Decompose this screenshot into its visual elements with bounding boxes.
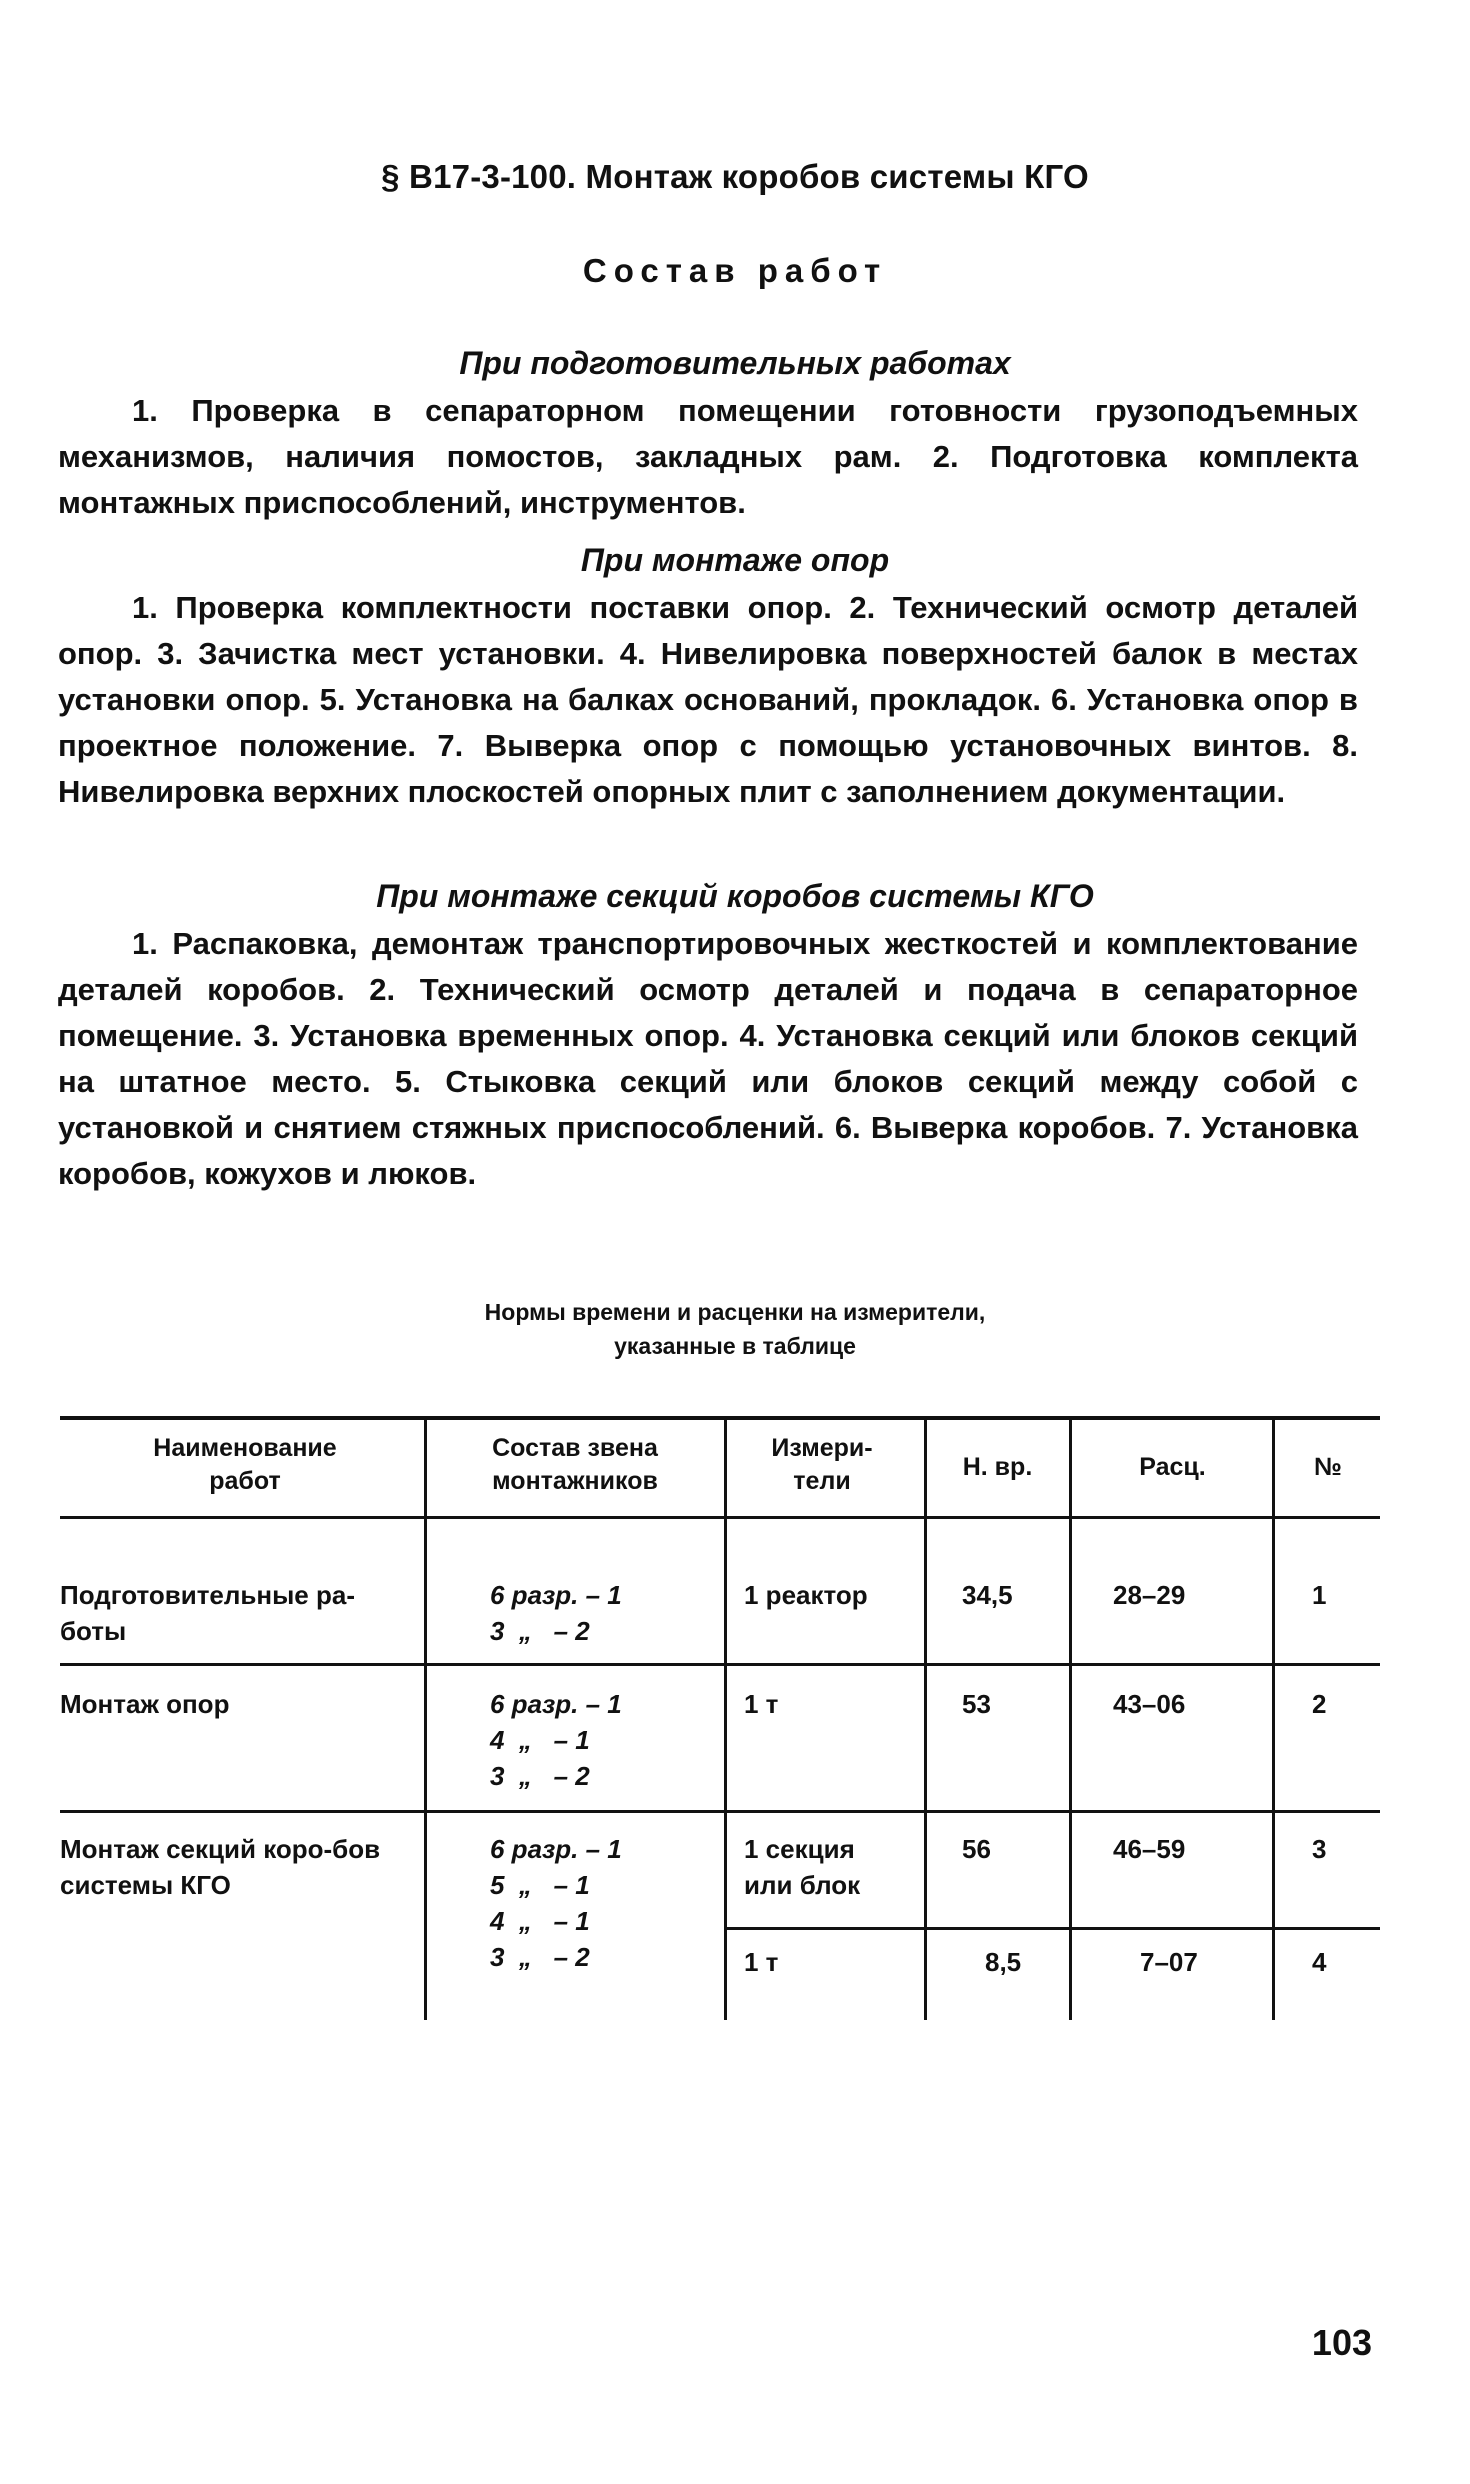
work-composition-heading: Состав работ bbox=[582, 252, 888, 289]
header-norm: Н. вр. bbox=[962, 1453, 1033, 1481]
row3-crew: 6 разр. – 1 5 „ – 1 4 „ – 1 3 „ – 2 bbox=[490, 1834, 622, 1972]
row3-unit: 1 секция или блок bbox=[744, 1834, 861, 1900]
row1-name: Подготовительные ра-боты bbox=[60, 1580, 355, 1646]
row2-name: Монтаж опор bbox=[60, 1689, 230, 1719]
row2-price: 43–06 bbox=[1113, 1689, 1186, 1719]
row-separator-1 bbox=[60, 1663, 1380, 1666]
table-title-line-2: указанные в таблице bbox=[614, 1333, 856, 1359]
row1-crew: 6 разр. – 1 3 „ – 2 bbox=[490, 1580, 622, 1646]
row4-unit: 1 т bbox=[744, 1947, 779, 1977]
row2-crew: 6 разр. – 1 4 „ – 1 3 „ – 2 bbox=[490, 1689, 622, 1791]
table-top-rule bbox=[60, 1416, 1380, 1420]
row3-price: 46–59 bbox=[1113, 1834, 1186, 1864]
row4-norm: 8,5 bbox=[985, 1947, 1022, 1977]
row4-price: 7–07 bbox=[1140, 1947, 1198, 1977]
paragraph-preparatory: 1. Проверка в сепараторном помещении готовности грузоподъемных механизмов, наличия помостов, закладных рам. 2. Подготовка комплекта монтажных приспособлений, инструментов. bbox=[58, 393, 1358, 520]
table-title-line-1: Нормы времени и расценки на измерители, bbox=[484, 1299, 986, 1325]
column-rule-2 bbox=[724, 1418, 727, 2020]
column-rule-1 bbox=[424, 1418, 427, 2020]
row2-num: 2 bbox=[1312, 1689, 1327, 1719]
section-title: § В17-3-100. Монтаж коробов системы КГО bbox=[381, 158, 1089, 195]
subheading-box-sections: При монтаже секций коробов системы КГО bbox=[376, 878, 1094, 914]
column-rule-3 bbox=[924, 1418, 927, 2020]
row-separator-2 bbox=[60, 1810, 1380, 1813]
paragraph-box-sections: 1. Распаковка, демонтаж транспортировочных жесткостей и комплектование деталей коробов. 2. Технический осмотр деталей и подача в сепараторное помещение. 3. Установка временных опор. 4. Установка секций или блоков секций на штатное место. 5. Стыковка секций или блоков секций между собой с установкой и снятием стяжных приспособлений. 6. Выверка коробов. 7. Установка коробов, кожухов и люков. bbox=[58, 926, 1358, 1191]
row3-name: Монтаж секций коро-бов системы КГО bbox=[60, 1834, 381, 1900]
page-number: 103 bbox=[1311, 2322, 1372, 2363]
header-unit: Измери-тели bbox=[771, 1434, 873, 1495]
paragraph-supports: 1. Проверка комплектности поставки опор. 2. Технический осмотр деталей опор. 3. Зачистка мест установки. 4. Нивелировка поверхностей балок в местах установки опор. 5. Установка на балках оснований, прокладок. 6. Установка опор в проектное положение. 7. Выверка опор с помощью установочных винтов. 8. Нивелировка верхних плоскостей опорных плит с заполнением документации. bbox=[58, 590, 1358, 809]
column-rule-4 bbox=[1069, 1418, 1072, 2020]
row4-num: 4 bbox=[1312, 1947, 1327, 1977]
column-rule-5 bbox=[1272, 1418, 1275, 2020]
row1-num: 1 bbox=[1312, 1580, 1327, 1610]
subheading-preparatory: При подготовительных работах bbox=[459, 345, 1011, 381]
row1-unit: 1 реактор bbox=[744, 1580, 868, 1610]
row1-norm: 34,5 bbox=[962, 1580, 1013, 1610]
table-title bbox=[0, 1295, 1470, 1363]
table-header-rule bbox=[60, 1516, 1380, 1519]
row2-norm: 53 bbox=[962, 1689, 991, 1719]
row3-num: 3 bbox=[1312, 1834, 1327, 1864]
header-name: Наименование работ bbox=[153, 1434, 337, 1495]
header-num: № bbox=[1314, 1453, 1342, 1481]
row2-unit: 1 т bbox=[744, 1689, 779, 1719]
row1-price: 28–29 bbox=[1113, 1580, 1186, 1610]
header-price: Расц. bbox=[1139, 1453, 1206, 1481]
header-crew: Состав звена монтажников bbox=[492, 1434, 658, 1495]
subheading-supports: При монтаже опор bbox=[580, 542, 890, 578]
row-separator-3 bbox=[727, 1927, 1380, 1930]
row3-norm: 56 bbox=[962, 1834, 991, 1864]
